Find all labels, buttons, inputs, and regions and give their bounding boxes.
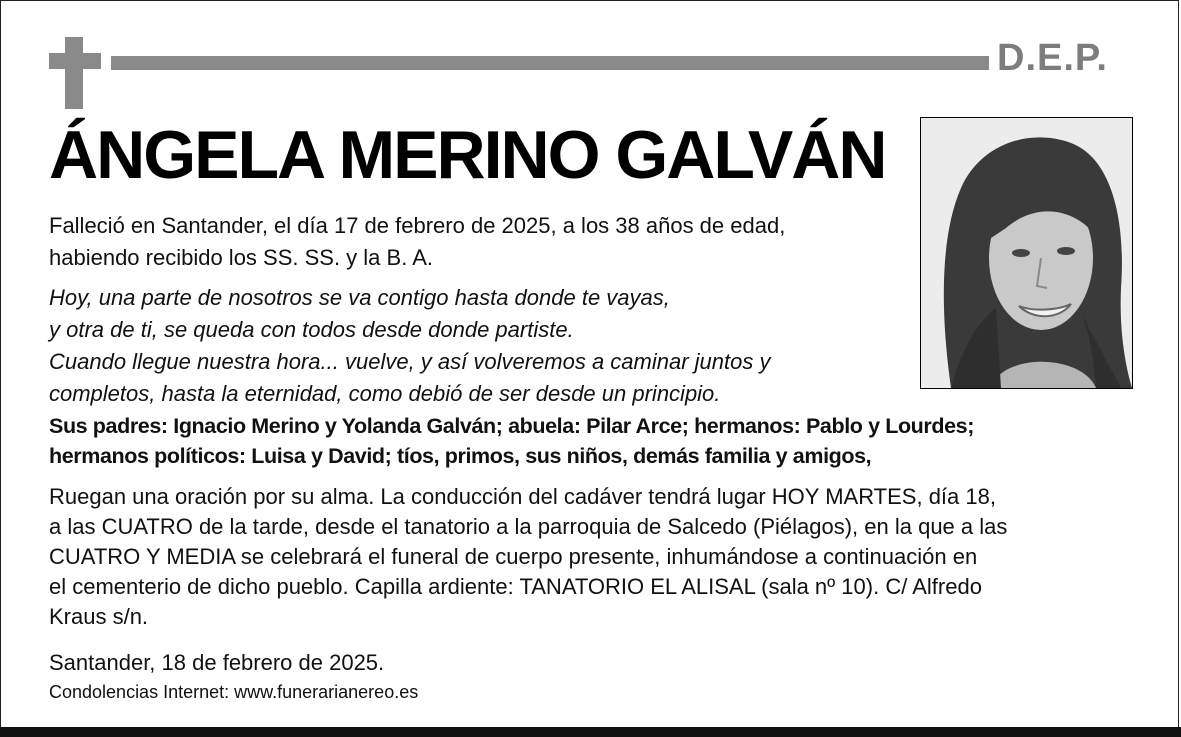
dep-label: D.E.P. (997, 37, 1108, 79)
portrait-photo (920, 117, 1133, 389)
ceremony-line: Ruegan una oración por su alma. La conducción del cadáver tendrá lugar HOY MARTES, día 18, (49, 484, 996, 509)
family-members (49, 411, 1159, 471)
family-line: hermanos políticos: Luisa y David; tíos, primos, sus niños, demás familia y amigos, (49, 444, 872, 468)
poem-line: Cuando llegue nuestra hora... vuelve, y así volveremos a caminar juntos y (49, 349, 771, 374)
death-announcement (49, 210, 909, 274)
ceremony-line: CUATRO Y MEDIA se celebrará el funeral de cuerpo presente, inhumándose a continuación en (49, 544, 978, 569)
intro-line: habiendo recibido los SS. SS. y la B. A. (49, 245, 434, 270)
ceremony-details (49, 482, 1149, 632)
ceremony-line: Kraus s/n. (49, 604, 149, 629)
condolences-link[interactable]: Condolencias Internet: www.funerarianereo.es (49, 682, 419, 702)
poem-line: completos, hasta la eternidad, como debió de ser desde un principio. (49, 381, 721, 406)
place-and-date: Santander, 18 de febrero de 2025. (49, 650, 385, 675)
intro-line: Falleció en Santander, el día 17 de febrero de 2025, a los 38 años de edad, (49, 213, 786, 238)
cross-icon (49, 37, 101, 109)
family-line: Sus padres: Ignacio Merino y Yolanda Galván; abuela: Pilar Arce; hermanos: Pablo y Lourdes; (49, 414, 974, 438)
memorial-poem (49, 282, 909, 410)
header-rule (111, 56, 989, 70)
poem-line: Hoy, una parte de nosotros se va contigo hasta donde te vayas, (49, 285, 670, 310)
ceremony-line: el cementerio de dicho pueblo. Capilla ardiente: TANATORIO EL ALISAL (sala nº 10). C/ Alfredo (49, 574, 982, 599)
ceremony-line: a las CUATRO de la tarde, desde el tanatorio a la parroquia de Salcedo (Piélagos), en la que a las (49, 514, 1008, 539)
deceased-name: ÁNGELA MERINO GALVÁN (49, 117, 886, 193)
poem-line: y otra de ti, se queda con todos desde donde partiste. (49, 317, 574, 342)
bottom-rule (0, 727, 1181, 737)
